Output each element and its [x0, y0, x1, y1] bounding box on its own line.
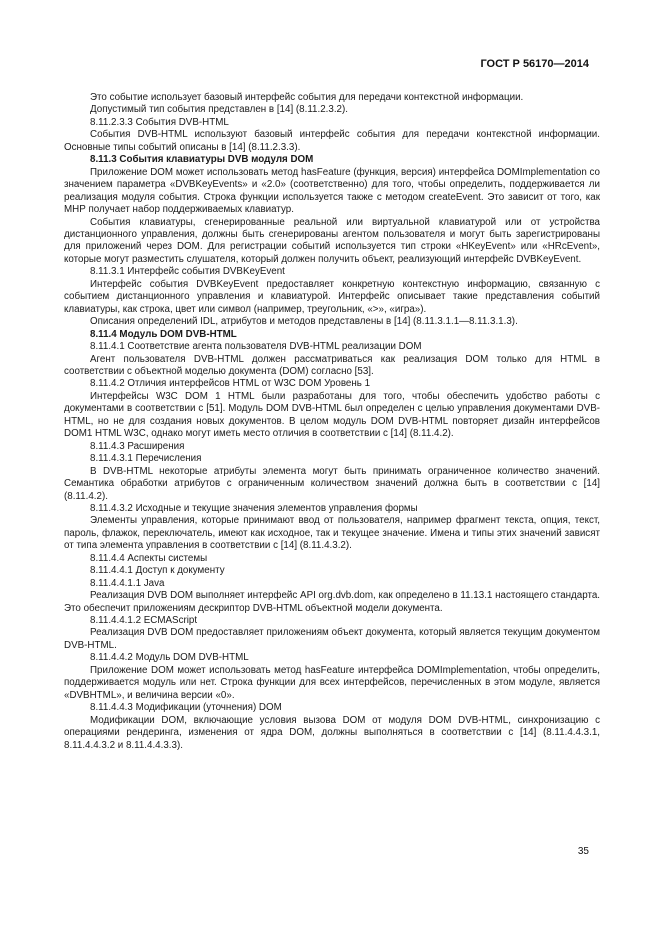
- paragraph: Интерфейс события DVBKeyEvent предоставляет конкретную контекстную информацию, связанную с событием дистанционного управления и клавиатурой. Интерфейс описывает такие представления событий клавиатуры, как строка, цвет или символ (например, треугольник, «>», «игра»).: [64, 278, 600, 315]
- paragraph: Допустимый тип события представлен в [14] (8.11.2.3.2).: [90, 104, 348, 116]
- document-body: [64, 92, 600, 752]
- paragraph: Это событие использует базовый интерфейс события для передачи контекстной информации.: [90, 92, 524, 103]
- paragraph: 8.11.4.1 Соответствие агента пользователя DVB-HTML реализации DOM: [90, 341, 422, 353]
- paragraph: Интерфейсы W3C DOM 1 HTML были разработаны для того, чтобы обеспечить удобство работы с документами в соответствии с [51]. Модуль DOM DVB-HTML был определен с целью управления документами DVB-HTML, но не для создания новых документов. В целом модуль DOM DVB-HTML повторяет дизайн интерфейсов DOM1 HTML W3C, однако могут иметь место отличия в соответствии с [14] (8.11.4.2).: [64, 390, 600, 440]
- paragraph: 8.11.4.4 Аспекты системы: [90, 552, 208, 564]
- paragraph: Агент пользователя DVB-HTML должен рассматриваться как реализация DOM только для HTML в соответствии с объектной моделью документа (DOM) согласно [53].: [64, 353, 600, 377]
- paragraph: 8.11.4.3.2 Исходные и текущие значения элементов управления формы: [90, 502, 418, 514]
- paragraph: 8.11.4.4.1.2 ECMAScript: [90, 615, 198, 627]
- paragraph: 8.11.4.4.3 Модификации (уточнения) DOM: [90, 702, 282, 714]
- paragraph: События клавиатуры, сгенерированные реальной или виртуальной клавиатурой или от устройства дистанционного управления, должны быть сгенерированы агентом пользователя и могут быть зарегистрированы для приложений через DOM. Для регистрации событий используется тип строки «HKeyEvent» или «HRcEvent», которые могут разместить слушателя, который должен получить объект, реализующий интерфейс DVBKeyEvent.: [64, 216, 600, 265]
- paragraph: Элементы управления, которые принимают ввод от пользователя, например фрагмент текста, опция, текст, пароль, флажок, переключатель, имеют как исходное, так и текущее значение. Имена и типы этих значений зависят от типа элемента управления в соответствии с [14] (8.11.4.3.2).: [64, 515, 600, 552]
- paragraph: 8.11.2.3.3 События DVB-HTML: [90, 116, 229, 128]
- paragraph: Реализация DVB DOM предоставляет приложениям объект документа, который является текущим документом DVB-HTML.: [64, 627, 600, 651]
- paragraph: 8.11.4.4.1 Доступ к документу: [90, 565, 225, 577]
- paragraph: Приложение DOM может использовать метод hasFeature (функция, версия) интерфейса DOMImplementation со значением параметра «DVBKeyEvents» и «2.0» (соответственно) для того, чтобы определить, поддерживается ли реализация модуля события. Строка функции используется также с методом createEvent. Это зависит от того, как МНР получает набор поддерживаемых клавиатур.: [64, 166, 600, 216]
- paragraph: Модификации DOM, включающие условия вызова DOM от модуля DOM DVB-HTML, синхронизацию с операциями рендеринга, изменения от ядра DOM, должны выполняться в соответствии с [14] (8.11.4.4.3.1, 8.11.4.4.3.2 и 8.11.4.4.3.3).: [64, 714, 600, 751]
- paragraph: 8.11.3.1 Интерфейс события DVBKeyEvent: [90, 266, 285, 278]
- paragraph: События DVB-HTML используют базовый интерфейс события для передачи контекстной информации. Основные типы событий описаны в [14] (8.11.2.3.3).: [64, 129, 600, 153]
- paragraph: Приложение DOM может использовать метод hasFeature интерфейса DOMImplementation, чтобы определить, поддерживается модуль или нет. Строка функции для всех интерфейсов, перечисленных в этом модуле, является «DVBHTML», и величина версии «0».: [64, 664, 600, 701]
- page-number: 35: [577, 846, 589, 857]
- section-heading: 8.11.4 Модуль DOM DVB-HTML: [90, 328, 237, 340]
- paragraph: 8.11.4.4.2 Модуль DOM DVB-HTML: [90, 652, 249, 664]
- paragraph: 8.11.4.4.1.1 Java: [90, 577, 165, 589]
- paragraph: 8.11.4.3.1 Перечисления: [90, 453, 202, 465]
- paragraph: 8.11.4.3 Расширения: [90, 440, 185, 452]
- paragraph: 8.11.4.2 Отличия интерфейсов HTML от W3C DOM Уровень 1: [90, 378, 371, 390]
- paragraph: Описания определений IDL, атрибутов и методов представлены в [14] (8.11.3.1.1—8.11.3.1.3).: [90, 316, 518, 328]
- paragraph: Реализация DVB DOM выполняет интерфейс API org.dvb.dom, как определено в 11.13.1 настоящего стандарта. Это обеспечит приложениям дескриптор DVB-HTML объектной модели документа.: [64, 590, 600, 614]
- paragraph: В DVB-HTML некоторые атрибуты элемента могут быть принимать ограниченное количество значений. Семантика обработки атрибутов с ограниченным количеством значений должна быть в соответствии с [14] (8.11.4.2).: [64, 465, 600, 502]
- section-heading: 8.11.3 События клавиатуры DVB модуля DOM: [90, 154, 314, 166]
- standard-header: ГОСТ Р 56170—2014: [480, 58, 589, 70]
